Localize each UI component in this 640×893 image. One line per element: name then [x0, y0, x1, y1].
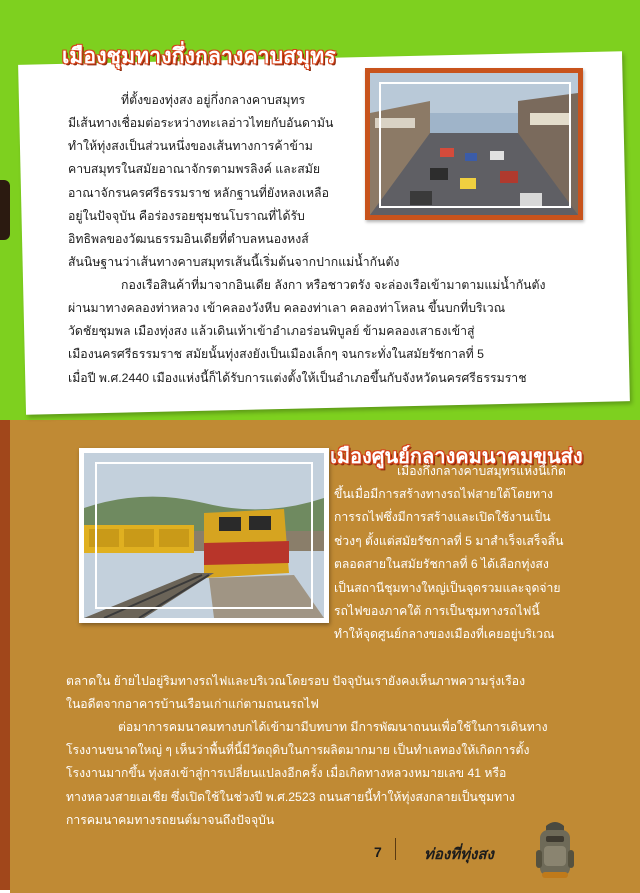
text-line: ช่วงๆ ตั้งแต่สมัยรัชกาลที่ 5 มาสำเร็จเสร็จสิ้น: [334, 533, 564, 548]
section1-paragraph-2-first: [121, 274, 546, 297]
text-line: อยู่ในปัจจุบัน คือร่องรอยชุมชนโบราณที่ได้รับ: [68, 208, 305, 223]
backpack-icon: [532, 820, 578, 882]
text-line: การคมนาคมทางรถยนต์มาจนถึงปัจจุบัน: [66, 813, 275, 828]
left-edge-strip: [0, 420, 10, 890]
text-line: ที่ตั้งของทุ่งสง อยู่กึ่งกลางคาบสมุทร: [121, 93, 306, 107]
text-line: ทางหลวงสายเอเชีย ซึ่งเปิดใช้ในช่วงปี พ.ศ.2523 ถนนสายนี้ทำให้ทุ่งสงกลายเป็นชุมทาง: [66, 789, 516, 804]
text-line: รถไฟของภาคใต้ การเป็นชุมทางรถไฟนี้: [334, 604, 540, 619]
text-line: ขึ้นเมื่อมีการสร้างทางรถไฟสายใต้โดยทาง: [334, 487, 553, 501]
text-line: ในอดีตจากอาคารบ้านเรือนเก่าแก่ตามถนนรถไฟ: [66, 697, 319, 712]
left-edge-shadow: [0, 180, 10, 240]
text-line: มีเส้นทางเชื่อมต่อระหว่างทะเลอ่าวไทยกับอันดามัน: [68, 116, 334, 130]
text-line: เมืองกึ่งกลางคาบสมุทรแห่งนี้เกิด: [397, 464, 566, 478]
train-photo: [79, 448, 329, 623]
text-line: ต่อมาการคมนาคมทางบกได้เข้ามามีบทบาท มีการพัฒนาถนนเพื่อใช้ในการเดินทาง: [118, 720, 548, 734]
section1-paragraph-1-cont: [68, 112, 399, 274]
page-number: 7: [374, 844, 382, 860]
section2-paragraph-2: [66, 739, 529, 833]
section2-paragraph-1-first: [397, 460, 566, 483]
section1-paragraph-2: [68, 297, 527, 390]
section1-title: เมืองชุมทางกึ่งกลางคาบสมุทร: [62, 45, 336, 68]
section1-paragraph-1-lines: [121, 89, 305, 112]
text-line: ทำให้จุดศูนย์กลางของเมืองที่เคยอยู่บริเวณ: [334, 627, 555, 642]
text-line: สันนิษฐานว่าเส้นทางคาบสมุทรเส้นนี้เริ่มต้นจากปากแม่น้ำกันตัง: [68, 255, 400, 270]
text-line: โรงงานมากขึ้น ทุ่งสงเข้าสู่การเปลี่ยนแปลงอีกครั้ง เมื่อเกิดทางหลวงหมายเลข 41 หรือ: [66, 766, 507, 781]
section2-paragraph-1-side: [334, 483, 563, 647]
text-line: เมืองนครศรีธรรมราช สมัยนั้นทุ่งสงยังเป็นเมืองเล็กๆ จนกระทั่งในสมัยรัชกาลที่ 5: [68, 347, 485, 362]
text-line: วัดชัยชุมพล เมืองทุ่งสง แล้วเดินเท้าเข้าอำเภอร่อนพิบูลย์ ข้ามคลองเสาธงเข้าสู่: [68, 324, 475, 339]
text-line: ตลาดใน ย้ายไปอยู่ริมทางรถไฟและบริเวณโดยรอบ ปัจจุบันเรายังคงเห็นภาพความรุ่งเรือง: [66, 674, 526, 688]
section2-title: เมืองศูนย์กลางคมนาคมขนส่ง: [330, 446, 583, 468]
text-line: เมื่อปี พ.ศ.2440 เมืองแห่งนี้ก็ได้รับการแต่งตั้งให้เป็นอำเภอขึ้นกับจังหวัดนครศรีธรรมราช: [68, 370, 527, 385]
text-line: ผ่านมาทางคลองท่าหลวง เข้าคลองวังหีบ คลองท่าเลา คลองท่าโหลน ขึ้นบกที่บริเวณ: [68, 301, 506, 315]
text-line: อิทธิพลของวัฒนธรรมอินเดียที่ตำบลหนองหงส์: [68, 232, 309, 247]
text-line: คาบสมุทรในสมัยอาณาจักรตามพรลิงค์ และสมัย: [68, 162, 321, 177]
text-line: ตลอดสายในสมัยรัชกาลที่ 6 ได้เลือกทุ่งสง: [334, 557, 549, 572]
text-line: โรงงานขนาดใหญ่ ๆ เห็นว่าพื้นที่นี้มีวัตถุดิบในการผลิตมากมาย เป็นทำเลทองให้เกิดการตั้ง: [66, 743, 530, 757]
footer-divider: [395, 838, 396, 860]
footer-book-title: ท่องที่ทุ่งสง: [424, 846, 494, 863]
text-line: ทำให้ทุ่งสงเป็นส่วนหนึ่งของเส้นทางการค้าข้าม: [68, 139, 313, 154]
text-line: อาณาจักรนครศรีธรรมราช หลักฐานที่ยังหลงเหลือ: [68, 185, 329, 200]
text-line: กองเรือสินค้าที่มาจากอินเดีย ลังกา หรือชาวตรัง จะล่องเรือเข้ามาตามแม่น้ำกันตัง: [121, 278, 546, 292]
section2-paragraph-2-first: [118, 716, 548, 739]
text-line: เป็นสถานีชุมทางใหญ่เป็นจุดรวมและจุดจ่าย: [334, 580, 561, 595]
text-line: การรถไฟซึ่งมีการสร้างและเปิดใช้งานเป็น: [334, 510, 551, 525]
section2-paragraph-1-full: [66, 670, 525, 717]
